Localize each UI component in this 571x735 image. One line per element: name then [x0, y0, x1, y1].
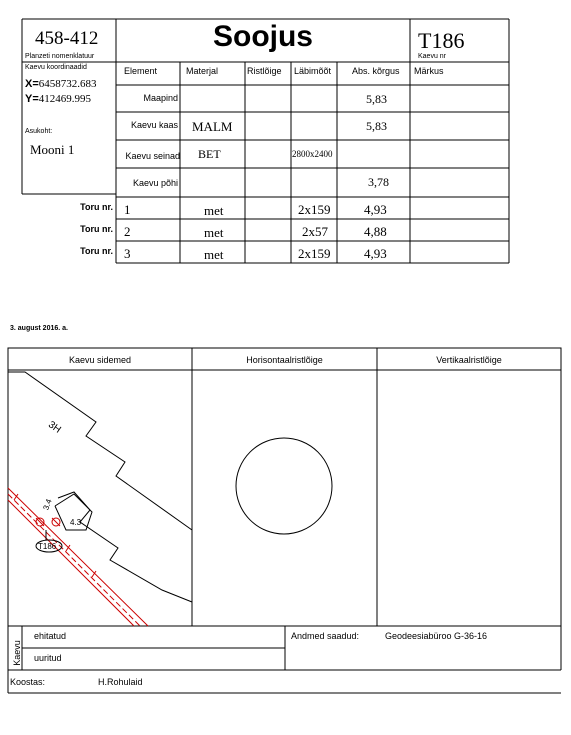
coords-caption: Kaevu koordinaadid	[25, 64, 87, 71]
well-id: T186	[418, 28, 465, 53]
pipe-diameter: 2x159	[298, 246, 331, 261]
col-header-element: Element	[124, 66, 158, 76]
row-element: Maapind	[143, 93, 178, 103]
well-circle	[236, 438, 332, 534]
footer-built: ehitatud	[34, 631, 67, 641]
pipe-diameter: 2x57	[302, 224, 328, 239]
site-map	[8, 372, 192, 626]
pipe-label: Toru nr.	[80, 224, 113, 234]
map-label-a: 3.4	[41, 497, 54, 512]
col-header-cross: Ristlõige	[247, 66, 282, 76]
footer-author-value: H.Rohulaid	[98, 677, 143, 687]
plan-code: 458-412	[35, 28, 99, 49]
row-elevation: 5,83	[366, 92, 387, 106]
pipe-material: met	[204, 225, 224, 240]
pipe-nr: 1	[124, 202, 131, 217]
well-id-caption: Kaevu nr	[418, 53, 447, 60]
pipe-elevation: 4,93	[364, 202, 387, 217]
footer-surveyed: uuritud	[34, 653, 62, 663]
panel-title-connections: Kaevu sidemed	[68, 355, 132, 365]
pipe-nr: 3	[124, 246, 131, 261]
row-element: Kaevu põhi	[132, 178, 178, 188]
col-header-note: Märkus	[414, 66, 444, 76]
row-diameter: 2800x2400	[292, 149, 333, 159]
panel-title-vertical: Vertikaalristlõige	[436, 355, 502, 365]
panel-title-horizontal: Horisontaalristlõige	[246, 355, 323, 365]
pipe-material: met	[204, 203, 224, 218]
row-material: BET	[198, 147, 221, 161]
pipe-label: Toru nr.	[80, 202, 113, 212]
map-building-label: 3H	[46, 419, 63, 436]
row-elevation: 5,83	[366, 119, 387, 133]
footer-vertical-label: Kaevu	[11, 640, 22, 666]
pipe-elevation: 4,93	[364, 246, 387, 261]
pipe-diameter: 2x159	[298, 202, 331, 217]
row-element: Kaevu seinad	[125, 151, 180, 161]
row-material: MALM	[192, 119, 233, 134]
page-title: Soojus	[212, 20, 313, 53]
pipe-elevation: 4,88	[364, 224, 387, 239]
location-value: Mooni 1	[30, 142, 75, 157]
map-label-b: 4.3	[70, 518, 82, 527]
col-header-material: Materjal	[186, 66, 219, 76]
map-well-tag: T186	[38, 542, 57, 551]
footer-source-label: Andmed saadud:	[291, 631, 360, 641]
row-elevation: 3,78	[368, 175, 389, 189]
col-header-elevation: Abs. kõrgus	[352, 66, 400, 76]
document-date: 3. august 2016. a.	[10, 325, 68, 332]
pipe-label: Toru nr.	[80, 246, 113, 256]
location-label: Asukoht:	[25, 128, 53, 135]
pipe-nr: 2	[124, 224, 131, 239]
coord-x: X=6458732.683	[25, 78, 97, 90]
coord-y: Y=412469.995	[25, 93, 92, 105]
footer-source-value: Geodeesiabüroo G-36-16	[385, 631, 488, 641]
col-header-diameter: Läbimõõt	[294, 66, 332, 76]
row-element: Kaevu kaas	[130, 120, 178, 130]
footer-author-label: Koostas:	[10, 677, 46, 687]
plan-code-caption: Planzeti nomenklatuur	[25, 53, 95, 60]
pipe-material: met	[204, 247, 224, 262]
